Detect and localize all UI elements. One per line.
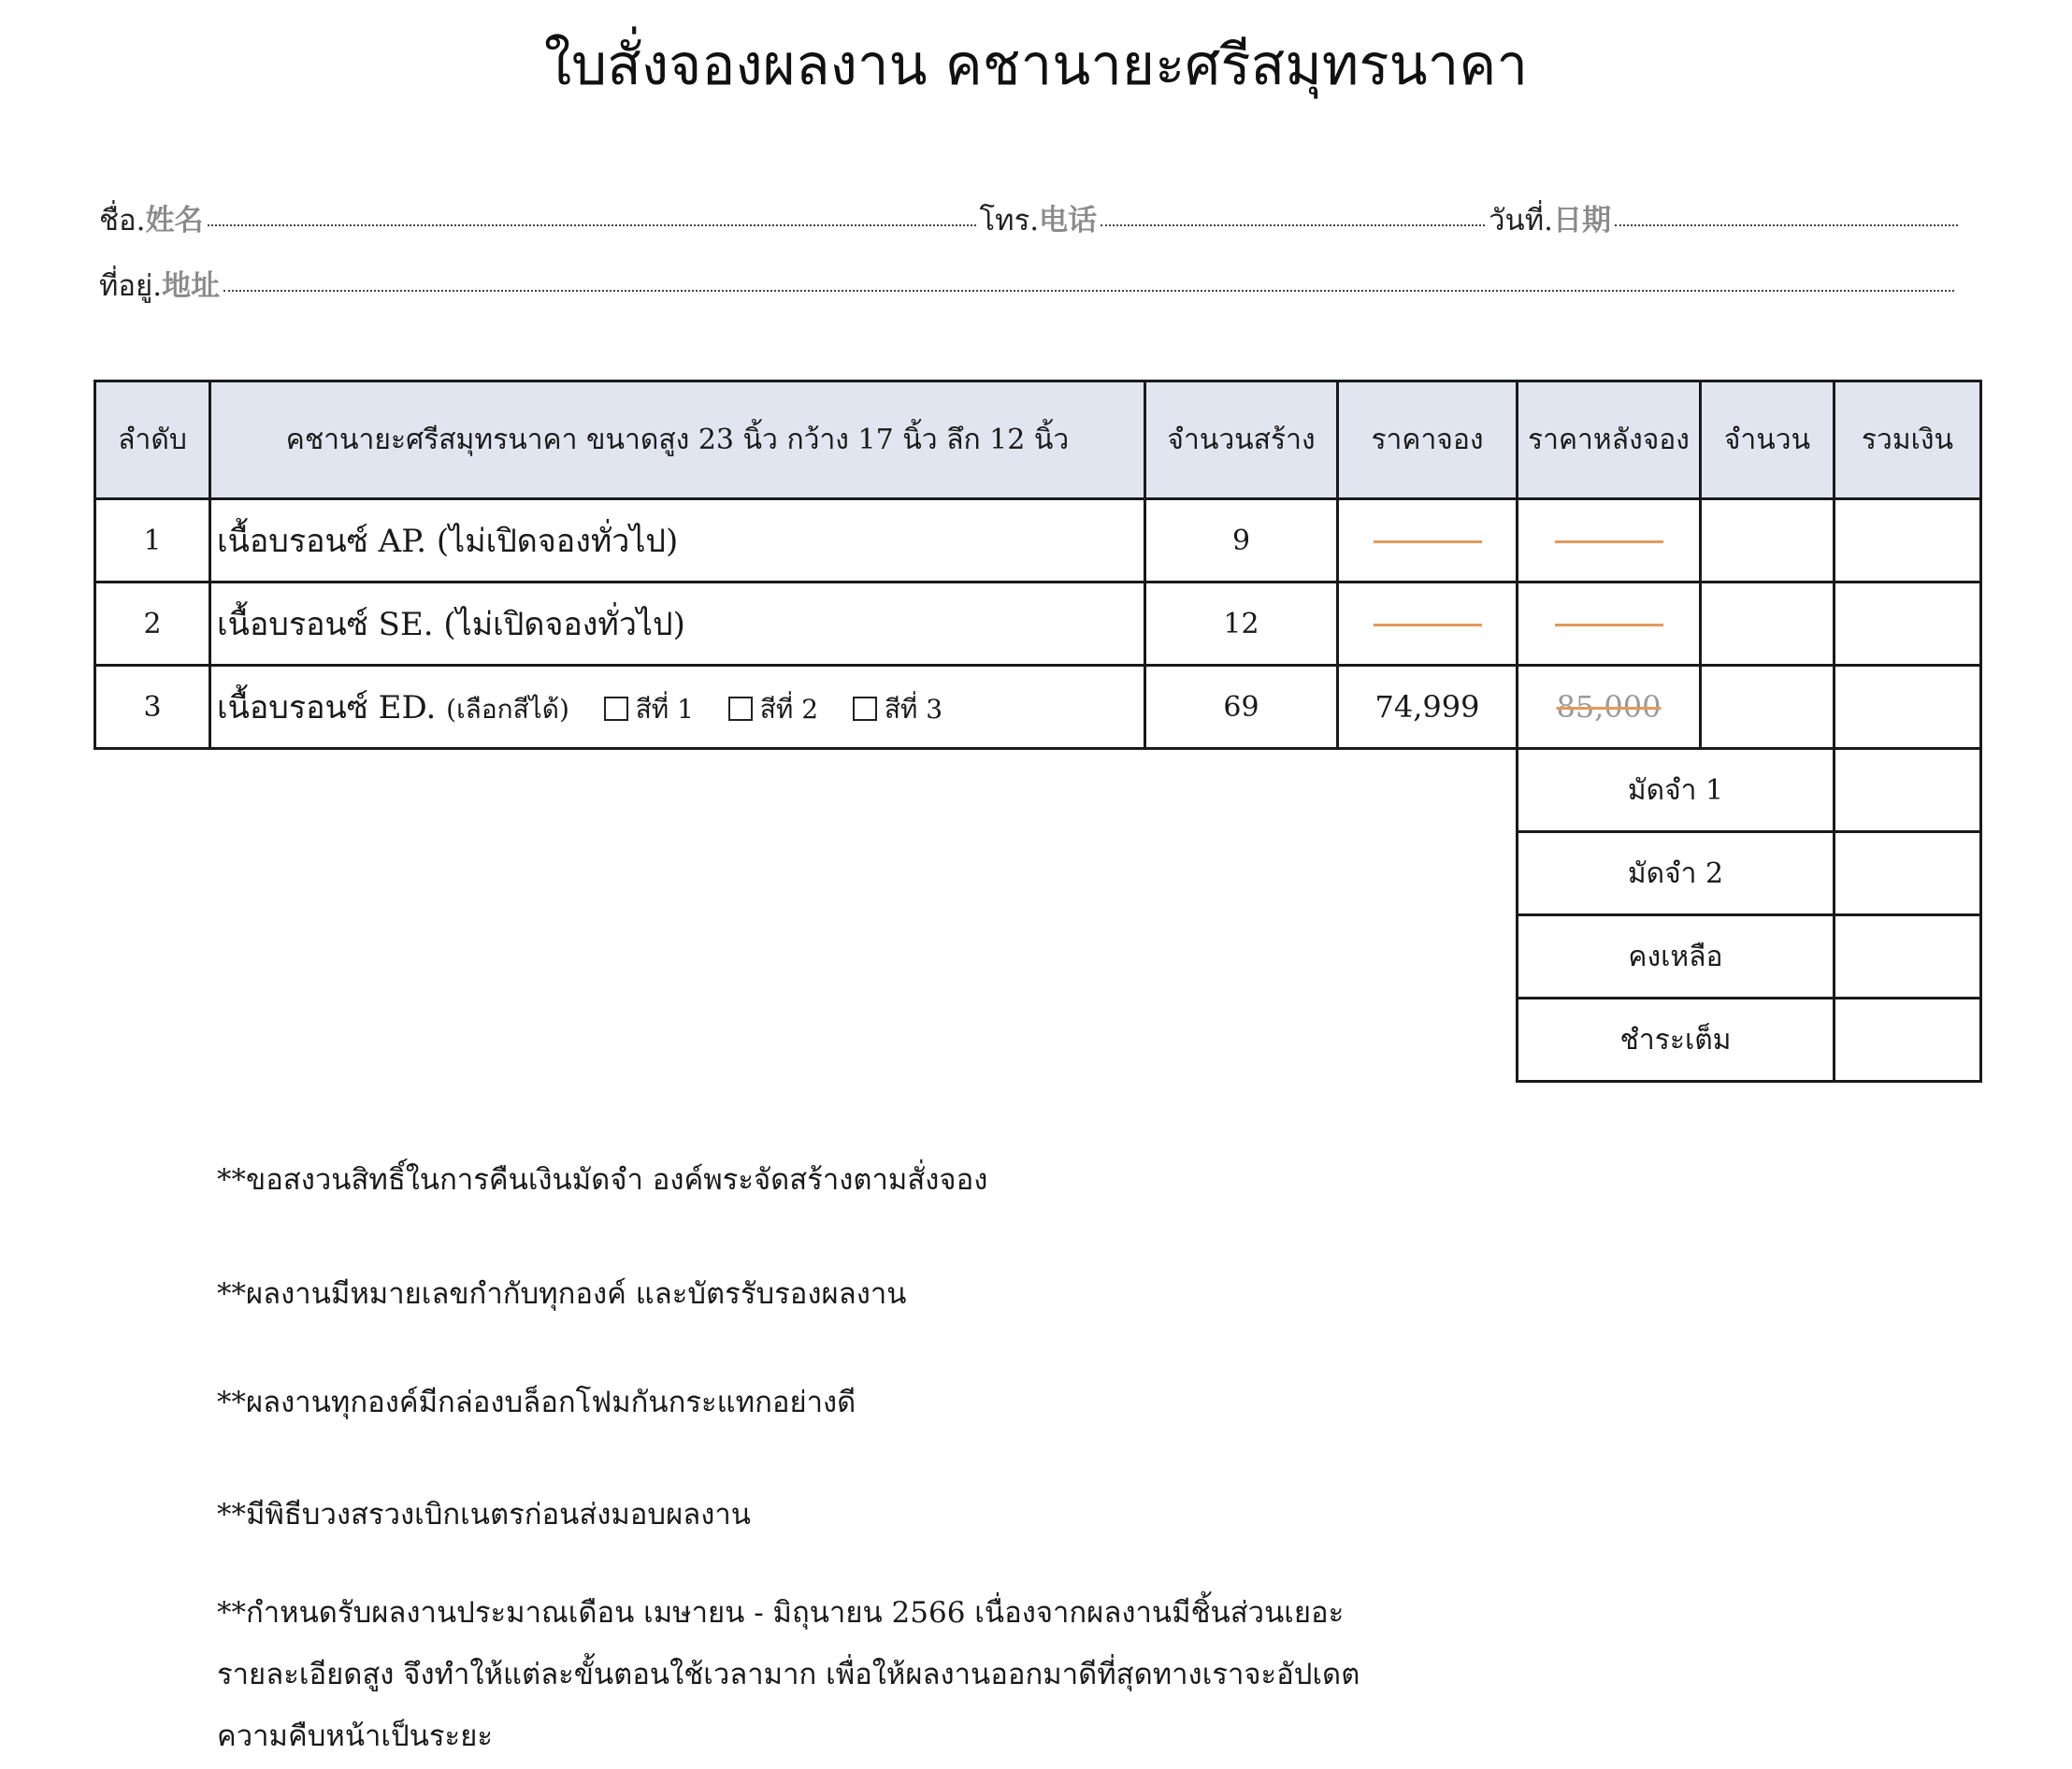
summary-row-full-payment (95, 999, 1981, 1082)
page-title: ใบสั่งจองผลงาน คชานายะศรีสมุทรนาคา (543, 33, 1529, 98)
row-item-name (210, 666, 1145, 749)
date-label: วันที่. (1489, 204, 1554, 237)
address-label: ที่อยู่. (99, 269, 163, 303)
summary-row-remaining (95, 915, 1981, 999)
item-name-note: (เลือกสีได้) (446, 694, 569, 725)
note-delivery-line: รายละเอียดสูง จึงทำให้แต่ละขั้นตอนใช้เวลามาก เพื่อให้ผลงานออกมาดีที่สุดทางเราจะอัปเดต (217, 1658, 1360, 1691)
not-available-dash (1374, 540, 1482, 543)
order-table (94, 380, 1982, 1083)
row-no: 1 (95, 499, 210, 582)
remaining-amount-cell[interactable] (1835, 915, 1981, 999)
full-payment-label: ชำระเต็ม (1518, 999, 1835, 1082)
header-preorder-price: ราคาจอง (1338, 381, 1518, 499)
note-delivery-line: ความคืบหน้าเป็นระยะ (217, 1719, 494, 1753)
row-preorder-price (1338, 499, 1518, 582)
note-serial: **ผลงานมีหมายเลขกำกับทุกองค์ และบัตรรับรองผลงาน (217, 1277, 907, 1311)
header-total: รวมเงิน (1835, 381, 1981, 499)
row-build-qty: 9 (1145, 499, 1338, 582)
note-delivery-line: **กำหนดรับผลงานประมาณเดือน เมษายน - มิถุนายน 2566 เนื่องจากผลงานมีชิ้นส่วนเยอะ (217, 1596, 1345, 1630)
row-after-price (1518, 666, 1701, 749)
name-field[interactable] (208, 223, 976, 226)
summary-row-deposit1 (95, 749, 1981, 832)
deposit1-label: มัดจำ 1 (1518, 749, 1835, 832)
header-after-price: ราคาหลังจอง (1518, 381, 1701, 499)
date-hint: 日期 (1553, 204, 1612, 237)
header-no: ลำดับ (95, 381, 210, 499)
row-after-price (1518, 499, 1701, 582)
table-header (95, 381, 1981, 499)
address-row (99, 267, 1958, 305)
row-item-name: เนื้อบรอนซ์ AP. (ไม่เปิดจองทั่วไป) (210, 499, 1145, 582)
table-row (95, 499, 1981, 582)
phone-hint: 电话 (1039, 204, 1098, 237)
color-3-checkbox[interactable] (853, 697, 877, 721)
note-delivery (217, 1582, 1360, 1767)
not-available-dash (1555, 624, 1663, 626)
note-packaging: **ผลงานทุกองค์มีกล่องบล็อกโฟมกันกระแทกอย่างดี (217, 1386, 856, 1419)
summary-row-deposit2 (95, 832, 1981, 915)
name-label: ชื่อ. (99, 204, 146, 237)
row-item-name: เนื้อบรอนซ์ SE. (ไม่เปิดจองทั่วไป) (210, 582, 1145, 666)
note-refund: **ขอสงวนสิทธิ์ในการคืนเงินมัดจำ องค์พระจัดสร้างตามสั่งจอง (217, 1163, 988, 1197)
color-1-checkbox[interactable] (604, 697, 628, 721)
row-qty-cell[interactable] (1701, 582, 1835, 666)
not-available-dash (1374, 624, 1482, 626)
color-3-label: สีที่ 3 (884, 694, 943, 725)
deposit2-amount-cell[interactable] (1835, 832, 1981, 915)
phone-field[interactable] (1101, 223, 1485, 226)
contact-row (99, 202, 1962, 239)
table-row (95, 666, 1981, 749)
full-payment-amount-cell[interactable] (1835, 999, 1981, 1082)
deposit2-label: มัดจำ 2 (1518, 832, 1835, 915)
row-build-qty: 69 (1145, 666, 1338, 749)
color-1-label: สีที่ 1 (635, 694, 694, 725)
deposit1-amount-cell[interactable] (1835, 749, 1981, 832)
address-hint: 地址 (162, 269, 221, 303)
row-preorder-price (1338, 582, 1518, 666)
remaining-label: คงเหลือ (1518, 915, 1835, 999)
table-row (95, 582, 1981, 666)
row-no: 3 (95, 666, 210, 749)
header-item: คชานายะศรีสมุทรนาคา ขนาดสูง 23 นิ้ว กว้าง 17 นิ้ว ลึก 12 นิ้ว (210, 381, 1145, 499)
note-ceremony: **มีพิธีบวงสรวงเบิกเนตรก่อนส่งมอบผลงาน (217, 1498, 752, 1532)
name-hint: 姓名 (145, 204, 204, 237)
row-qty-cell[interactable] (1701, 666, 1835, 749)
row-total-cell[interactable] (1835, 499, 1981, 582)
address-field[interactable] (223, 288, 1954, 292)
after-price-struck: 85,000 (1556, 689, 1662, 725)
header-qty: จำนวน (1701, 381, 1835, 499)
row-build-qty: 12 (1145, 582, 1338, 666)
row-after-price (1518, 582, 1701, 666)
phone-label: โทร. (979, 204, 1040, 237)
row-qty-cell[interactable] (1701, 499, 1835, 582)
item-name-text: เนื้อบรอนซ์ ED. (217, 689, 437, 726)
date-field[interactable] (1615, 223, 1958, 226)
header-build-qty: จำนวนสร้าง (1145, 381, 1338, 499)
not-available-dash (1555, 540, 1663, 543)
row-total-cell[interactable] (1835, 666, 1981, 749)
row-preorder-price: 74,999 (1338, 666, 1518, 749)
row-total-cell[interactable] (1835, 582, 1981, 666)
row-no: 2 (95, 582, 210, 666)
color-2-checkbox[interactable] (728, 697, 753, 721)
color-2-label: สีที่ 2 (759, 694, 819, 725)
